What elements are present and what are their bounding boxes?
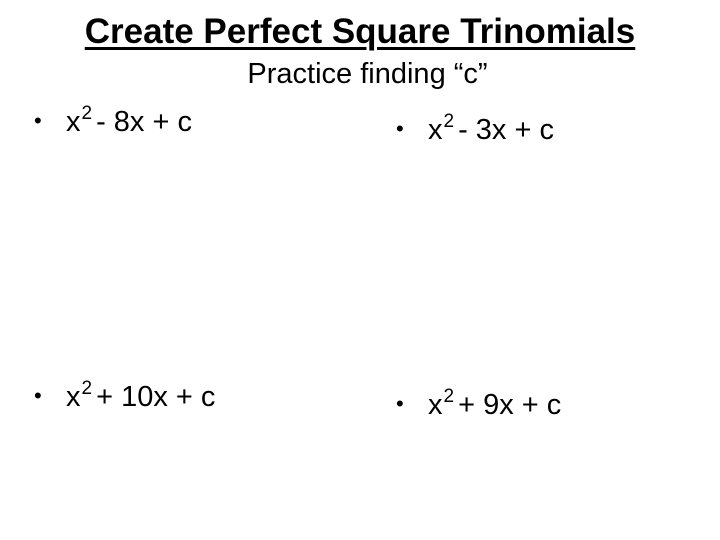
expression-rest: - 3x + c	[458, 114, 554, 146]
problem-item	[34, 104, 192, 139]
variable: x	[66, 106, 81, 138]
problem-expression	[428, 388, 561, 422]
expression-rest: + 10x + c	[96, 381, 216, 413]
expression-rest: + 9x + c	[458, 389, 562, 421]
problem-expression	[66, 380, 215, 414]
variable: x	[428, 114, 443, 146]
expression-rest: - 8x + c	[96, 106, 192, 138]
slide-title: Create Perfect Square Trinomials	[84, 12, 636, 51]
problem-item	[396, 112, 554, 147]
variable: x	[66, 381, 81, 413]
problem-expression	[428, 113, 554, 147]
problem-expression	[66, 105, 192, 139]
bullet-icon: •	[34, 383, 42, 408]
bullet-icon: •	[396, 391, 404, 416]
exponent: 2	[81, 103, 93, 124]
exponent: 2	[443, 111, 455, 132]
bullet-icon: •	[34, 108, 42, 133]
exponent: 2	[81, 378, 93, 399]
bullet-icon: •	[396, 116, 404, 141]
problem-item	[34, 379, 215, 414]
slide-subtitle: Practice finding “c”	[247, 58, 488, 90]
exponent: 2	[443, 386, 455, 407]
problem-item	[396, 387, 561, 422]
variable: x	[428, 389, 443, 421]
